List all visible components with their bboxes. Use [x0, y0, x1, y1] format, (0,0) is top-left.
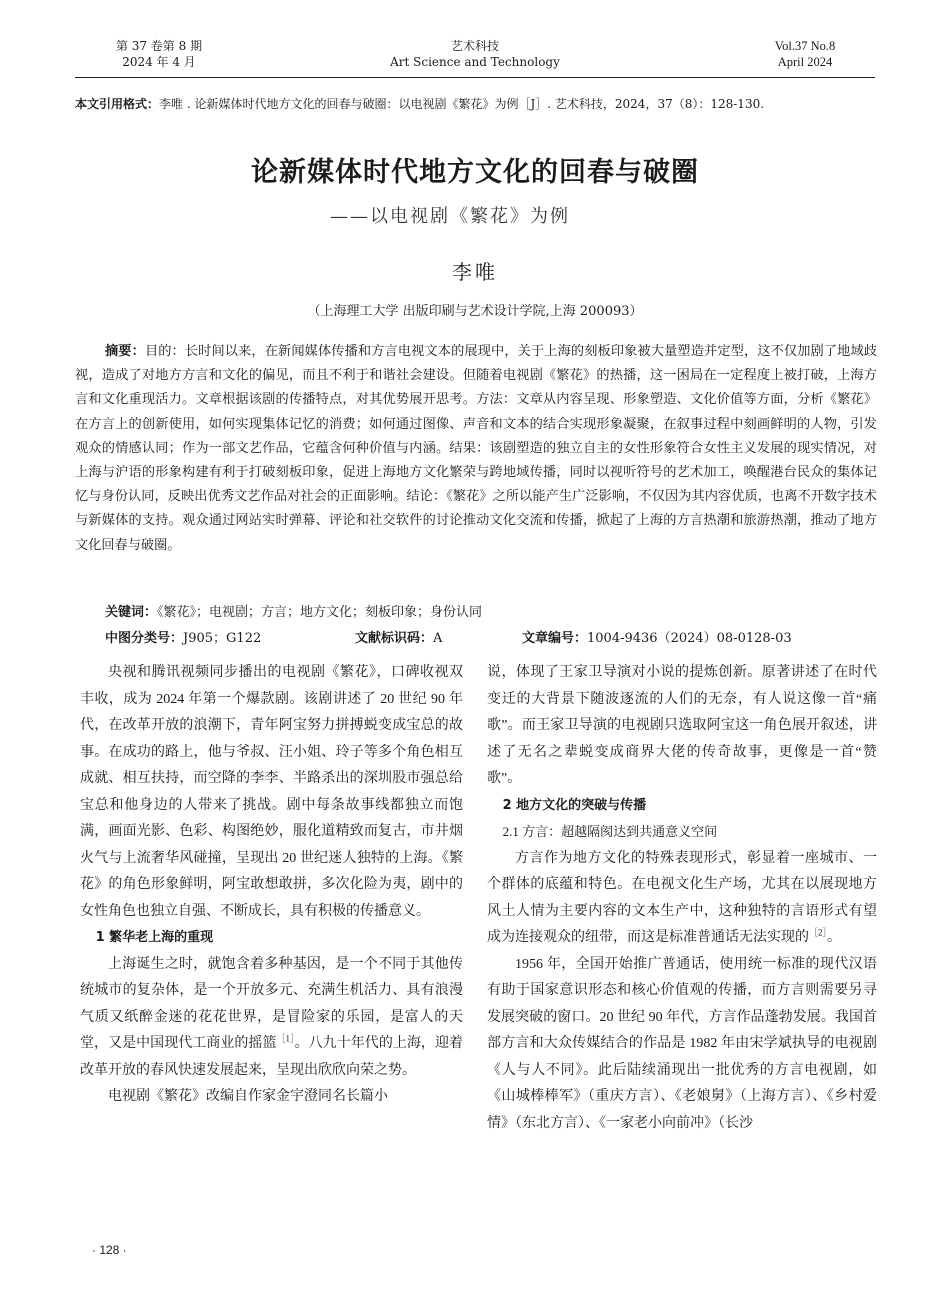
date-line: 2024 年 4 月 [122, 55, 196, 69]
reference-mark: ［2］ [809, 927, 828, 938]
keywords-label: 关键词： [105, 605, 158, 620]
body-paragraph [80, 952, 463, 1085]
date-en-line: April 2024 [777, 55, 833, 69]
document-code [355, 627, 442, 646]
paper-title: 论新媒体时代地方文化的回春与破圈 [251, 157, 699, 188]
volume-issue-en-line: Vol.37 No.8 [774, 39, 836, 53]
abstract-text: 目的：长时间以来，在新闻媒体传播和方言电视文本的展现中，关于上海的刻板印象被大量塑造并定型，这不仅加剧了地域歧视，造成了对地方方言和文化的偏见，而且不利于和谐社会建设。但随着电视剧《繁花》的热播，这一困局在一定程度上被打破，上海方言和文化重现活力。文章根据该剧的传播特点，对其优势展开思考。方法：文章从内容呈现、形象塑造、文化价值等方面，分析《繁花》在方言上的创新使用，如何实现集体记忆的消费；如何通过图像、声音和文本的结合实现形象凝聚，在叙事过程中刻画鲜明的人物，引发观众的情感认同；作为一部文艺作品，它蕴含何种价值与内涵。结果：该剧塑造的独立自主的女性形象符合女性主义发展的现实情况，对上海与沪语的形象构建有利于打破刻板印象，促进上海地方文化繁荣与跨地域传播，同时以视听符号的艺术加工，唤醒港台民众的集体记忆与身份认同，反映出优秀文艺作品对社会的正面影响。结论：《繁花》之所以能产生广泛影响，不仅因为其内容优质，也离不开数字技术与新媒体的支持。观众通过网站实时弹幕、评论和社交软件的讨论推动文化交流和传播，掀起了上海的方言热潮和旅游热潮，推动了地方文化回春与破圈。 [75, 344, 877, 553]
reference-mark: ［1］ [276, 1033, 295, 1044]
journal-name-en: Art Science and Technology [390, 55, 560, 69]
paragraph-text: 。 [827, 930, 842, 945]
clc-label: 中图分类号： [105, 631, 184, 646]
journal-volume-issue-en [745, 38, 865, 70]
clc-value: J905；G122 [183, 631, 262, 646]
doc-code-value: A [433, 631, 443, 646]
keywords-text: 《繁花》；电视剧；方言；地方文化；刻板印象；身份认同 [157, 605, 483, 620]
author-affiliation: （上海理工大学 出版印刷与艺术设计学院,上海 200093） [307, 304, 643, 319]
journal-name-cn: 艺术科技 [450, 39, 499, 53]
body-column-right [487, 660, 877, 1137]
body-paragraph-continued: 说，体现了王家卫导演对小说的提炼创新。原著讲述了在时代变迁的大背景下随波逐流的人们的无奈，有人说这像一首“痛歌”。而王家卫导演的电视剧只选取阿宝这一角色展开叙述，讲述了无名之辈蜕变成商界大佬的传奇故事，更像是一首“赞歌”。 [487, 665, 877, 786]
article-number-value: 1004-9436（2024）08-0128-03 [587, 631, 792, 646]
section-heading: 2 地方文化的突破与传播 [502, 797, 647, 813]
subsection-heading: 2.1 方言：超越隔阂达到共通意义空间 [502, 824, 718, 839]
citation-label: 本文引用格式： [75, 97, 160, 111]
author-name: 李唯 [452, 260, 498, 284]
body-column-left [80, 660, 463, 1111]
journal-name [325, 38, 625, 70]
header-divider [75, 77, 875, 78]
page-number: · 128 · [92, 1243, 127, 1257]
journal-volume-issue [104, 38, 214, 70]
keywords [105, 601, 482, 620]
body-paragraph [487, 846, 877, 952]
body-paragraph: 央视和腾讯视频同步播出的电视剧《繁花》，口碑收视双丰收，成为 2024 年第一个爆款剧。该剧讲述了 20 世纪 90 年代，在改革开放的浪潮下，青年阿宝努力拼搏蜕变成宝总的故事。在成功的路上，他与爷叔、汪小姐、玲子等多个角色相互成就、相互扶持，而空降的李李、半路杀出的深圳股市强总给宝总和他身边的人带来了挑战。剧中每条故事线都独立而饱满，画面光影、色彩、构图绝妙，服化道精致而复古，市井烟火气与上流奢华风碰撞，呈现出 20 世纪迷人独特的上海。《繁花》的角色形象鲜明，阿宝敢想敢拼，多次化险为夷，剧中的女性角色也独立自强、不断成长，具有积极的传播意义。 [80, 665, 463, 919]
volume-issue-line: 第 37 卷第 8 期 [115, 39, 203, 53]
paragraph-text: 方言作为地方文化的特殊表现形式，彰显着一座城市、一个群体的底蕴和特色。在电视文化生产场，尤其在以展现地方风土人情为主要内容的文本生产中，这种独特的言语形式有望成为连接观众的纽带，而这是标准普通话无法实现的 [487, 850, 877, 945]
citation-text: 李唯 . 论新媒体时代地方文化的回春与破圈：以电视剧《繁花》为例［J］. 艺术科技，2024，37（8）：128-130. [159, 97, 765, 111]
citation-format [75, 95, 895, 112]
paragraph-text: 。八九十年代的上海，迎着改革开放的春风快速发展起来，呈现出欣欣向荣之势。 [80, 1036, 463, 1078]
article-number-label: 文章编号： [522, 631, 588, 646]
abstract [75, 340, 877, 558]
body-paragraph: 电视剧《繁花》改编自作家金宇澄同名长篇小 [108, 1089, 388, 1104]
doc-code-label: 文献标识码： [355, 631, 434, 646]
abstract-label: 摘要： [105, 344, 145, 359]
clc-number [105, 627, 261, 646]
section-heading: 1 繁华老上海的重现 [95, 930, 214, 945]
paragraph-text: 上海诞生之时，就饱含着多种基因，是一个不同于其他传统城市的复杂体，是一个开放多元、充满生机活力、具有浪漫气质又纸醉金迷的花花世界，是冒险家的乐园，是富人的天堂，又是中国现代工商业的摇篮 [80, 956, 463, 1051]
paper-subtitle: ——以电视剧《繁花》为例 [330, 206, 570, 227]
body-paragraph: 1956 年，全国开始推广普通话，使用统一标准的现代汉语有助于国家意识形态和核心价值观的传播，而方言则需要另寻发展突破的窗口。20 世纪 90 年代，方言作品蓬勃发展。我国首部方言和大众传媒结合的作品是 1982 年由宋学斌执导的电视剧《人与人不同》。此后陆续涌现出一批优秀的方言电视剧，如《山城棒棒军》（重庆方言）、《老娘舅》（上海方言）、《乡村爱情》（东北方言）、《一家老小向前冲》（长沙 [487, 956, 877, 1131]
article-number [522, 627, 792, 646]
